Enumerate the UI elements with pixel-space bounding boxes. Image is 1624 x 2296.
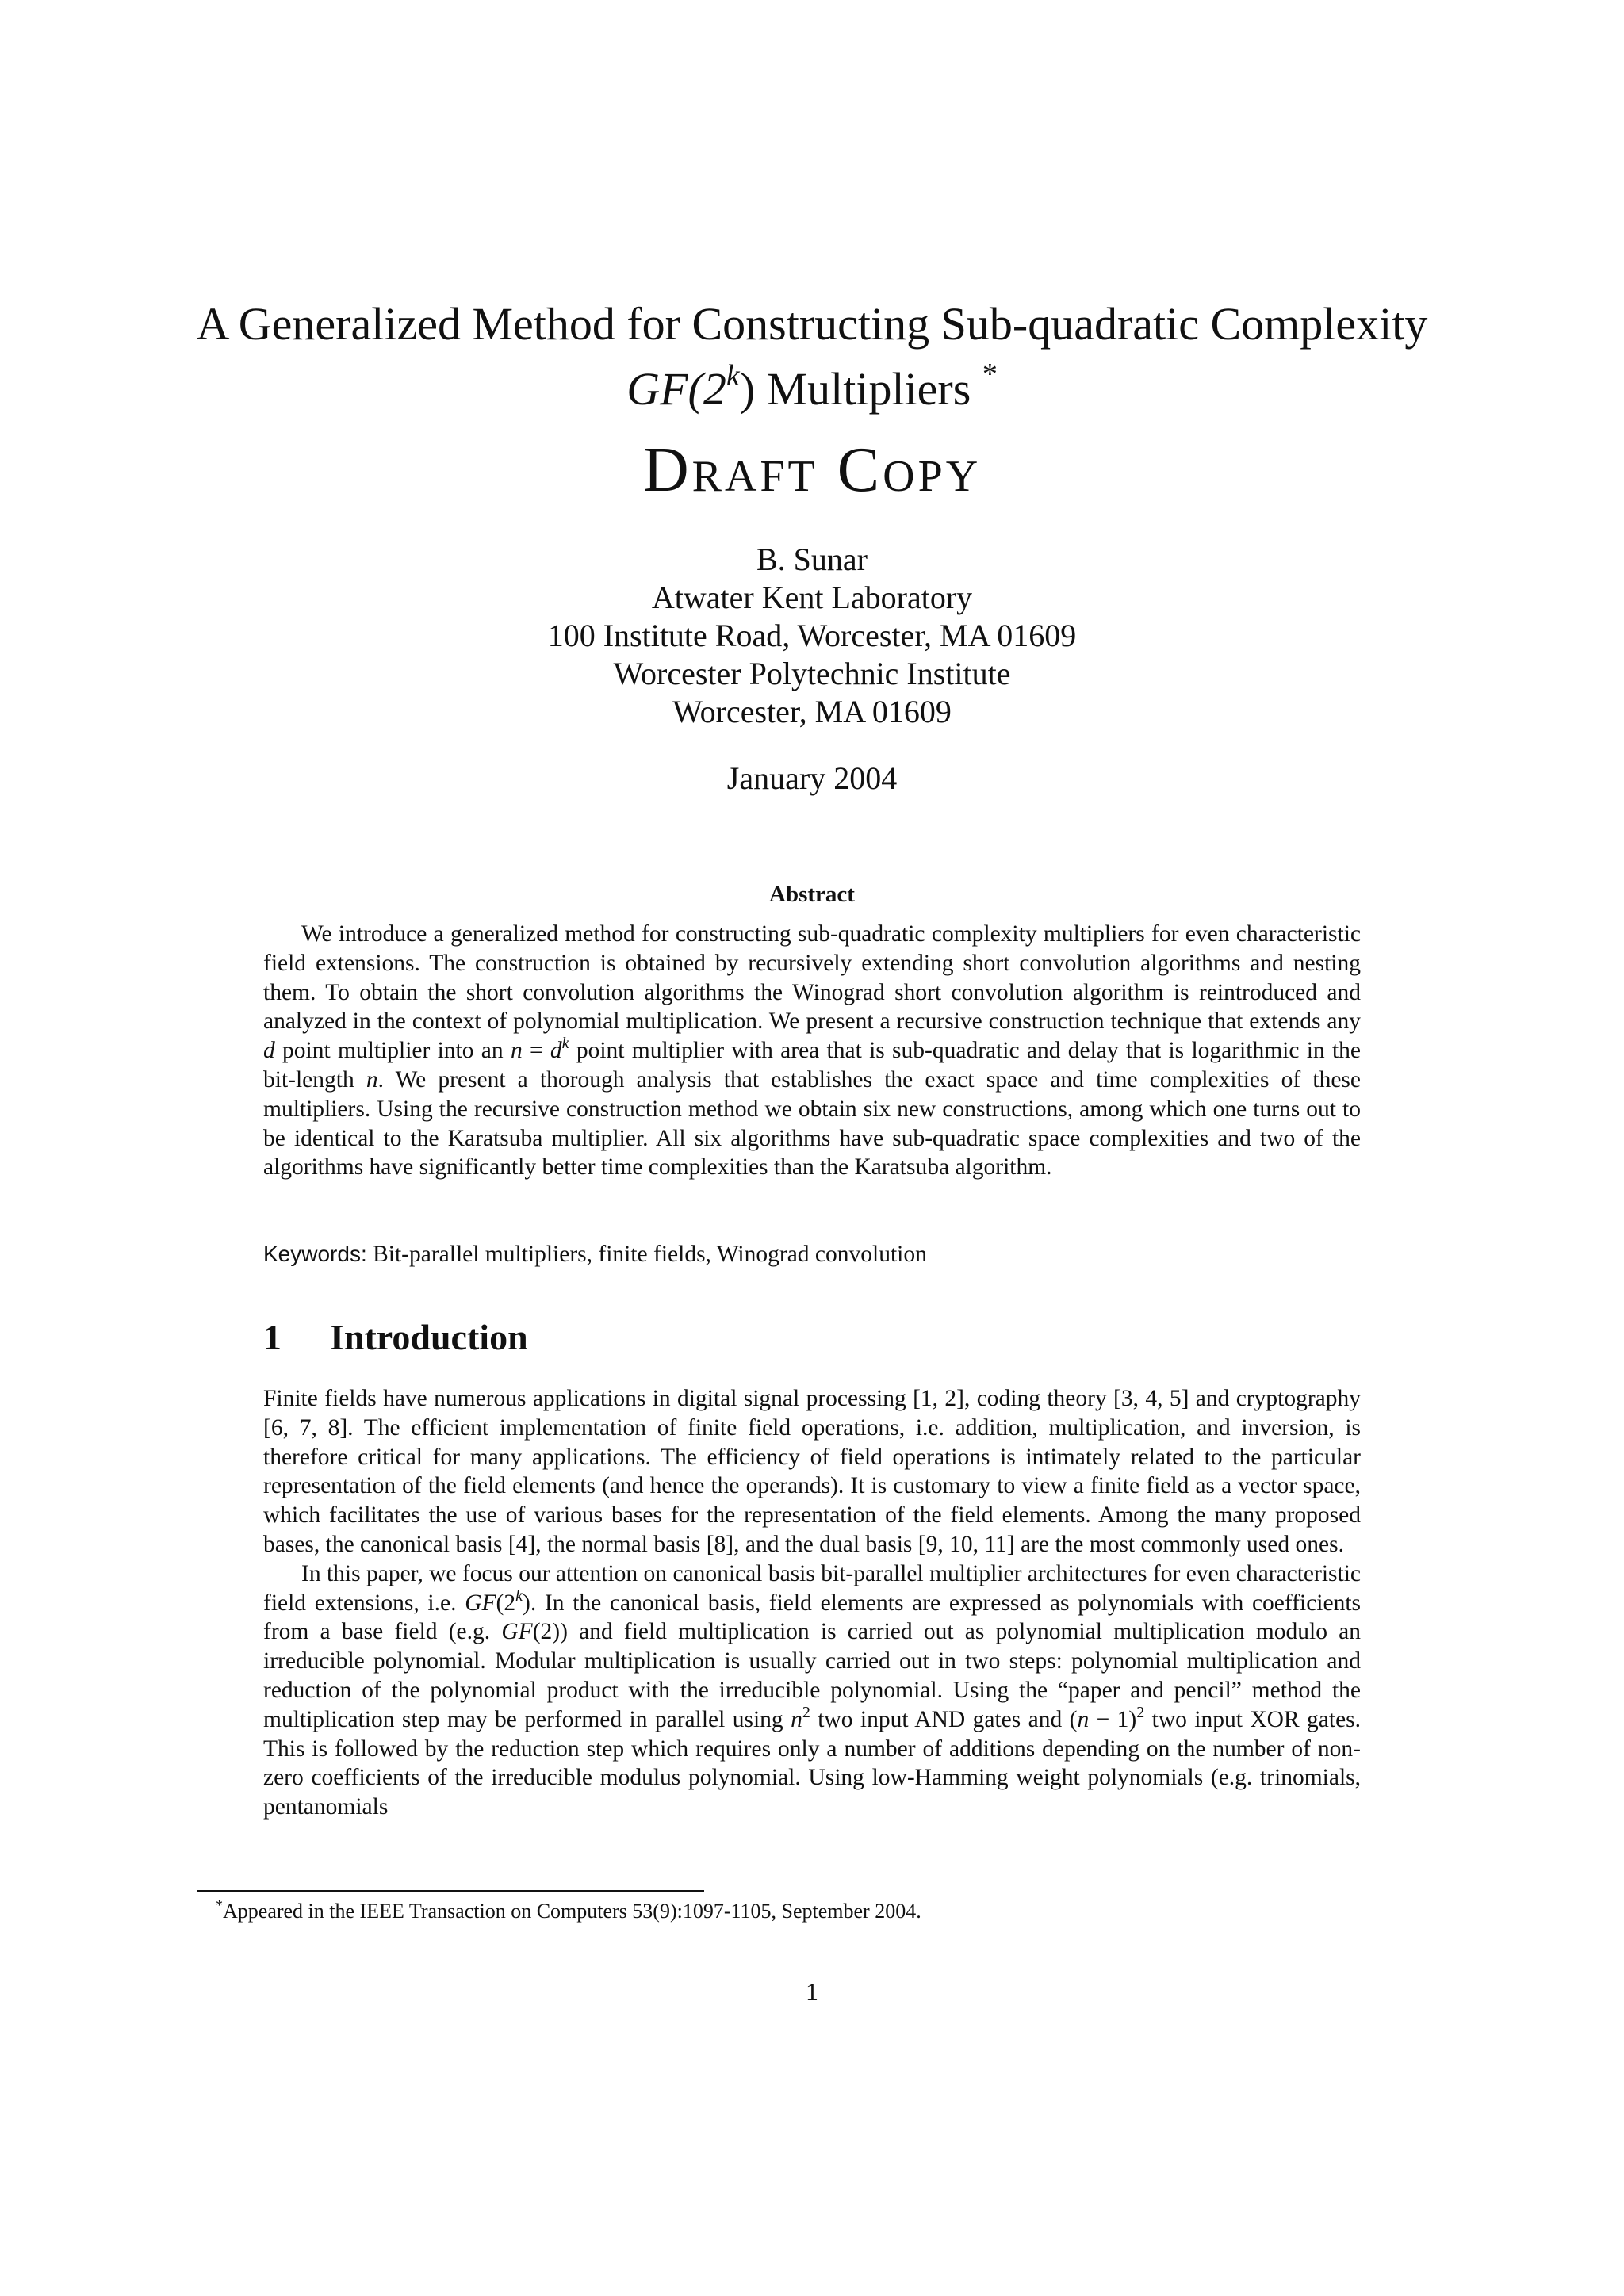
intro-paragraph-2 [263, 1559, 1361, 1822]
intro-text: two input AND gates and ( [810, 1706, 1078, 1732]
title-footnote-marker: * [982, 358, 998, 391]
intro-text: In this paper, we focus our attention on canonical basis bit-parallel multiplier architectures for even characteristic field extensions, i.e. [263, 1560, 1361, 1616]
abstract-heading: Abstract [769, 882, 855, 907]
abstract-var-d: d [263, 1038, 275, 1064]
affiliation-line: 100 Institute Road, Worcester, MA 01609 [547, 618, 1077, 653]
footnote [216, 1897, 1405, 1923]
abstract-var-n: n [366, 1066, 378, 1093]
abstract-part: point multiplier into an [274, 1038, 511, 1064]
math-gf: GF [465, 1590, 496, 1616]
abstract-part: We introduce a generalized method for constructing sub-quadratic complexity multipliers for even characteristic field extensions. The construction is obtained by recursively extending short convolution algorithms and nesting them. To obtain the short convolution algorithms the Winograd short convolution algorithm is reintroduced and analyzed in the context of polynomial multiplication. We present a recursive construction technique that extends any [263, 921, 1361, 1035]
math-exponent: 2 [802, 1703, 810, 1721]
title-math-exponent: k [726, 359, 740, 392]
abstract-eq-d: d [550, 1038, 562, 1064]
intro-text: . In the canonical basis, field elements are expressed as polynomials with coefficients from a base field (e.g. [263, 1590, 1361, 1645]
affiliation-line: Worcester, MA 01609 [672, 694, 952, 729]
abstract-eq-equals: = [522, 1038, 550, 1064]
abstract-text [263, 920, 1361, 1182]
title-math-gf: GF(2 [626, 363, 726, 415]
affiliation-line: Atwater Kent Laboratory [651, 580, 973, 615]
paper-title [159, 292, 1465, 422]
abstract-part: point multiplier with area that is sub-quadratic and delay that is logarithmic in the bit-length [263, 1038, 1361, 1093]
math-n: n [1077, 1706, 1090, 1732]
math-gf: GF [501, 1619, 533, 1645]
author-block [0, 541, 1624, 731]
section-number: 1 [263, 1317, 282, 1357]
footnote-rule [197, 1890, 704, 1892]
publication-date: January 2004 [726, 760, 898, 796]
math-exponent: k [515, 1586, 523, 1605]
title-line-1: A Generalized Method for Constructing Sub-quadratic Complexity [196, 298, 1428, 350]
math-arg: (2 [496, 1590, 516, 1616]
affiliation-line: Worcester Polytechnic Institute [613, 656, 1011, 691]
author-name: B. Sunar [756, 541, 868, 577]
math-n: n [791, 1706, 802, 1732]
footnote-text: Appeared in the IEEE Transaction on Computers 53(9):1097-1105, September 2004. [223, 1900, 921, 1923]
intro-text: ) and field multiplication is carried out as polynomial multiplication modulo an irreducible polynomial. Modular multiplication is usually carried out in two steps: polynomial multiplication and reduction of the polynomial product with the irreducible polynomial. Using the “paper and pencil” method the multiplication step may be performed in parallel using [263, 1619, 1361, 1732]
abstract-part: . We present a thorough analysis that establishes the exact space and time complexities of these multipliers. Using the recursive construction method we obtain six new constructions, among which one turns out to be identical to the Karatsuba multiplier. All six algorithms have sub-quadratic space complexities and two of the algorithms have significantly better time complexities than the Karatsuba algorithm. [263, 1066, 1361, 1181]
keywords-label: Keywords: [263, 1242, 367, 1266]
keywords-line [263, 1242, 1361, 1268]
footnote-marker: * [216, 1897, 223, 1913]
title-math-close: ) [739, 363, 756, 415]
abstract-eq-n: n [510, 1038, 523, 1064]
intro-text: two input XOR gates. This is followed by the reduction step which requires only a number of additions depending on the number of non-zero coefficients of the irreducible modulus polynomial. Using low-Hamming weight polynomials (e.g. trinomials, pentanomials [263, 1706, 1362, 1820]
introduction-body [263, 1384, 1361, 1822]
draft-copy-label: Draft Copy [642, 435, 982, 505]
page-number: 1 [806, 1977, 818, 2006]
abstract-eq-k: k [561, 1035, 569, 1053]
math-arg: (2) [532, 1619, 561, 1645]
math-minus: − 1) [1089, 1706, 1137, 1732]
math-close: ) [522, 1590, 530, 1616]
intro-paragraph-1: Finite fields have numerous applications in digital signal processing [1, 2], coding theory [3, 4, 5] and cryptography [6, 7, 8]. The efficient implementation of finite field operations, i.e. addition, multiplication, and inversion, is therefore critical for many applications. The efficiency of field operations is intimately related to the particular representation of the field elements (and hence the operands). It is customary to view a finite field as a vector space, which facilitates the use of various bases for the representation of the field elements. Among the many proposed bases, the canonical basis [4], the normal basis [8], and the dual basis [9, 10, 11] are the most commonly used ones. [263, 1386, 1361, 1557]
math-exponent: 2 [1136, 1703, 1145, 1721]
title-line-2-text: Multipliers [766, 363, 971, 415]
title-line-2 [159, 357, 1465, 422]
section-heading [263, 1316, 528, 1358]
keywords-text: Bit-parallel multipliers, finite fields, Winograd convolution [373, 1242, 927, 1267]
section-title: Introduction [330, 1317, 528, 1357]
